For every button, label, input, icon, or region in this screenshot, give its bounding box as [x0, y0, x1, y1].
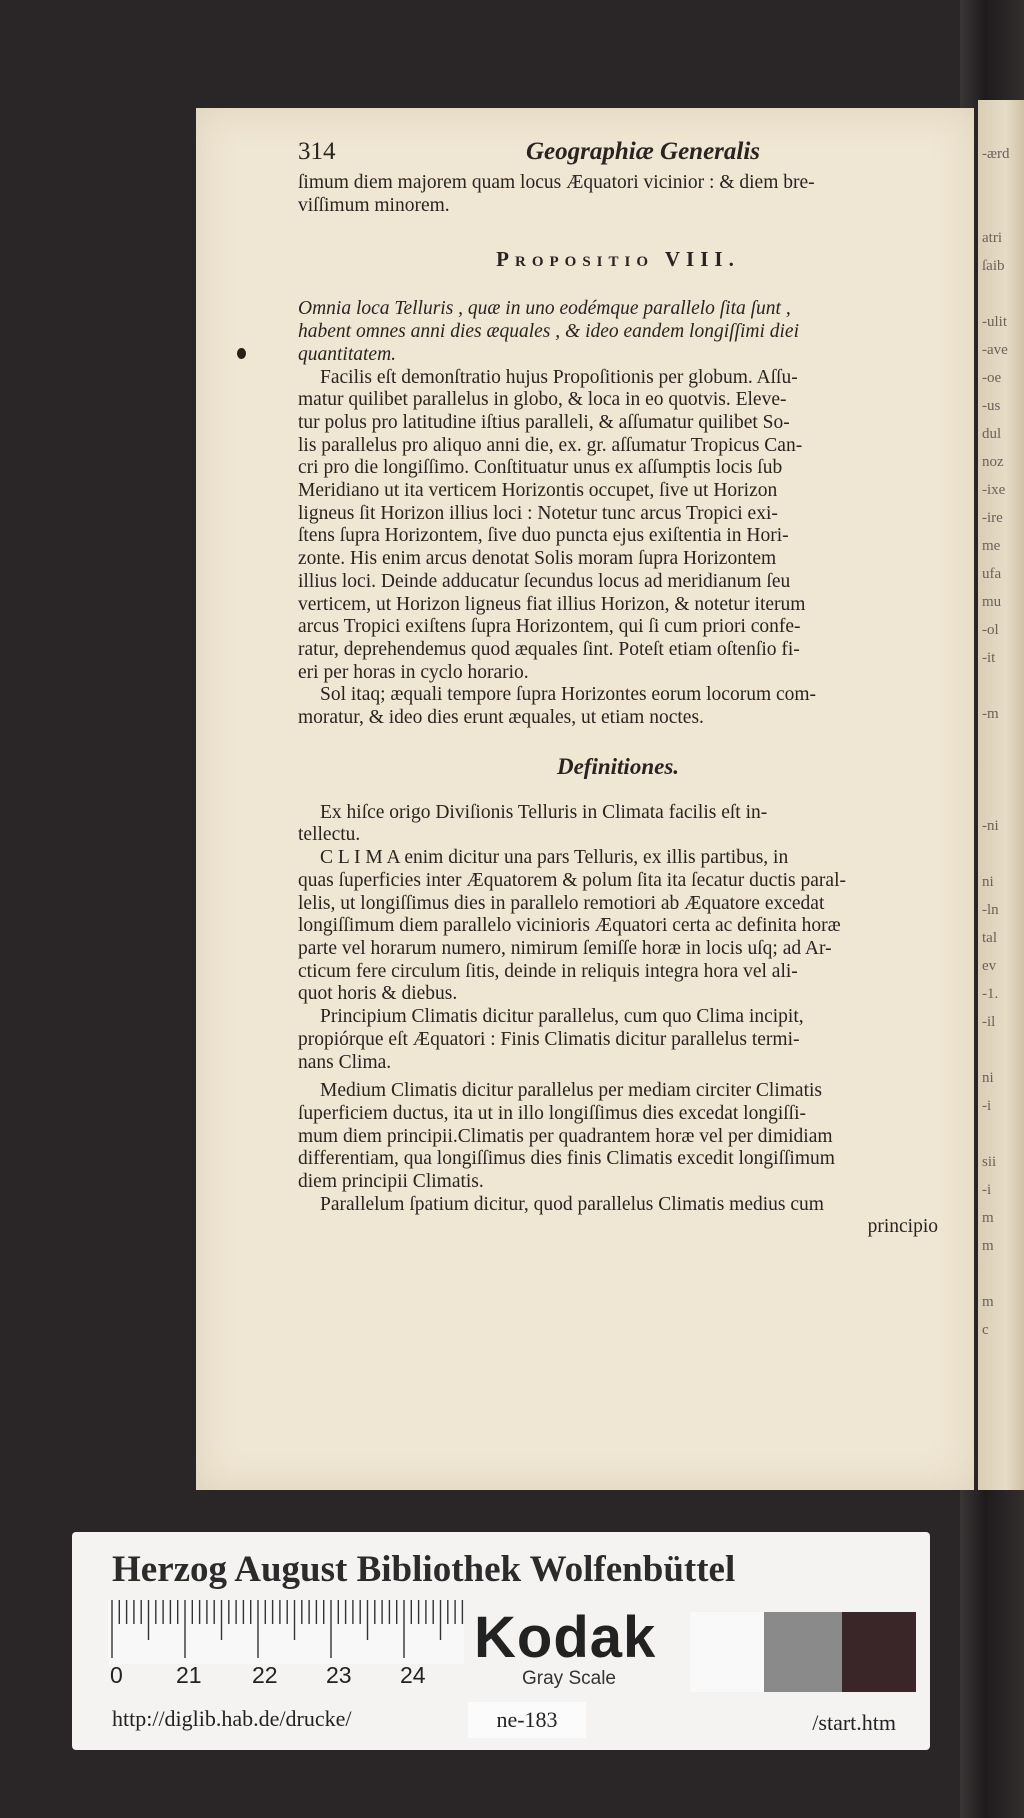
- text-line: differentiam, qua longiſſimus dies finis Climatis excedit longiſſimum: [298, 1148, 835, 1170]
- library-color-card: [72, 1532, 930, 1750]
- url-suffix: /start.htm: [812, 1710, 896, 1735]
- adjacent-text-fragment: c: [982, 1322, 989, 1338]
- text-line: ratur, deprehendemus quod æquales ſint. Poteſt etiam oſtenſio fi-: [298, 638, 800, 660]
- library-name: Herzog August Bibliothek Wolfenbüttel: [112, 1549, 736, 1590]
- adjacent-text-fragment: -ol: [982, 622, 999, 638]
- adjacent-page-text: [982, 140, 1024, 1344]
- paragraph-clima: [298, 847, 938, 1006]
- adjacent-text-fragment: -i: [982, 1098, 992, 1114]
- adjacent-text-fragment: -i: [982, 1182, 992, 1198]
- paragraph-demonstration: [298, 367, 938, 685]
- text-line: quot horis & diebus.: [298, 983, 458, 1005]
- adjacent-text-fragment: dul: [982, 426, 1002, 442]
- text-line: C L I M A enim dicitur una pars Telluris, ex illis partibus, in: [320, 847, 789, 869]
- text-line: Omnia loca Telluris , quæ in uno eodémque parallelo ſita ſunt ,: [298, 298, 791, 320]
- text-line: arcus Tropici exiſtens ſupra Horizontem, qui ſi cum priori confe-: [298, 616, 801, 638]
- adjacent-text-fragment: m: [982, 1210, 994, 1226]
- ink-spot: [237, 348, 246, 359]
- ruler-number: 21: [176, 1662, 202, 1688]
- digital-library-url: http://diglib.hab.de/drucke/: [112, 1706, 352, 1731]
- text-line: diem principii Climatis.: [298, 1171, 484, 1193]
- adjacent-text-fragment: [982, 280, 1024, 308]
- adjacent-text-fragment: -ixe: [982, 482, 1006, 498]
- proposition-heading: Propositio VIII.: [496, 247, 740, 272]
- shelf-mark: ne-183: [468, 1702, 586, 1738]
- gray-swatch: [764, 1612, 842, 1692]
- adjacent-text-fragment: -ni: [982, 818, 999, 834]
- text-line: lis parallelus pro aliquo anni die, ex. gr. aſſumatur Tropicus Can-: [298, 434, 803, 456]
- paragraph-principium: [298, 1006, 938, 1074]
- ruler-number: 0: [110, 1662, 123, 1688]
- text-line: ſtens ſupra Horizontem, ſive duo puncta ejus exiſtentia in Hori-: [298, 525, 789, 547]
- dark-swatch: [842, 1612, 916, 1692]
- text-line: illius loci. Deinde adducatur ſecundus locus ad meridianum ſeu: [298, 570, 791, 592]
- text-line: quantitatem.: [298, 343, 397, 365]
- text-line: cticum fere circulum ſitis, deinde in reliquis integra hora vel ali-: [298, 960, 798, 982]
- ruler-number: 24: [400, 1662, 426, 1688]
- text-line: moratur, & ideo dies erunt æquales, ut etiam noctes.: [298, 707, 704, 729]
- white-swatch: [690, 1612, 764, 1692]
- adjacent-text-fragment: [982, 1120, 1024, 1148]
- adjacent-text-fragment: -ave: [982, 342, 1008, 358]
- adjacent-text-fragment: -m: [982, 706, 999, 722]
- adjacent-text-fragment: [982, 196, 1024, 224]
- text-line: Medium Climatis dicitur parallelus per mediam circiter Climatis: [320, 1080, 823, 1102]
- adjacent-text-fragment: [982, 168, 1024, 196]
- adjacent-text-fragment: -us: [982, 398, 1001, 414]
- adjacent-text-fragment: sii: [982, 1154, 997, 1170]
- text-line: Ex hiſce origo Diviſionis Telluris in Climata facilis eſt in-: [320, 801, 768, 823]
- continued-text: [298, 172, 938, 217]
- ruler-number: 23: [326, 1662, 352, 1688]
- adjacent-text-fragment: -il: [982, 1014, 996, 1030]
- text-line: lelis, ut longiſſimus dies in parallelo remotiori ab Æquatore excedat: [298, 892, 825, 914]
- text-line: quas ſuperficies inter Æquatorem & polum ſita ita ſecatur ductis paral-: [298, 869, 846, 891]
- text-line: Sol itaq; æquali tempore ſupra Horizontes eorum locorum com-: [320, 684, 817, 706]
- gray-scale-label: Gray Scale: [522, 1668, 616, 1689]
- adjacent-text-fragment: [982, 756, 1024, 784]
- text-line: propiórque eſt Æquatori : Finis Climatis dicitur parallelus termi-: [298, 1028, 800, 1050]
- adjacent-text-fragment: [982, 728, 1024, 756]
- paragraph-conclusion: [298, 684, 938, 729]
- adjacent-text-fragment: [982, 672, 1024, 700]
- text-line: ligneus ſit Horizon illius loci : Notetur tunc arcus Tropici exi-: [298, 502, 778, 524]
- adjacent-text-fragment: ni: [982, 874, 994, 890]
- page-number: 314: [298, 138, 336, 165]
- adjacent-text-fragment: ni: [982, 1070, 994, 1086]
- adjacent-text-fragment: ev: [982, 958, 997, 974]
- text-line: zonte. His enim arcus denotat Solis moram ſupra Horizontem: [298, 548, 777, 570]
- text-line: verticem, ut Horizon ligneus fiat illius Horizon, & notetur iterum: [298, 593, 806, 615]
- text-line: habent omnes anni dies æquales , & ideo eandem longiſſimi diei: [298, 321, 799, 343]
- text-line: viſſimum minorem.: [298, 194, 450, 216]
- adjacent-text-fragment: m: [982, 1238, 994, 1254]
- adjacent-text-fragment: atri: [982, 230, 1002, 246]
- page-text-block: [298, 138, 938, 1239]
- adjacent-text-fragment: -ærd: [982, 146, 1010, 162]
- definitions-heading: Definitiones.: [556, 753, 680, 779]
- adjacent-text-fragment: [982, 840, 1024, 868]
- text-line: parte vel horarum numero, nimirum ſemiſſe horæ in locis uſq; ad Ar-: [298, 937, 832, 959]
- text-line: cri pro die longiſſimo. Conſtituatur unus ex aſſumptis locis ſub: [298, 457, 783, 479]
- paragraph-intro: [298, 802, 938, 847]
- text-line: Principium Climatis dicitur parallelus, cum quo Clima incipit,: [320, 1006, 804, 1028]
- ruler-numbers: [110, 1662, 470, 1692]
- proposition-statement: [298, 298, 938, 366]
- adjacent-text-fragment: [982, 1260, 1024, 1288]
- adjacent-text-fragment: tal: [982, 930, 997, 946]
- text-line: ſimum diem majorem quam locus Æquatori vicinior : & diem bre-: [298, 172, 815, 193]
- paragraph-medium: [298, 1080, 938, 1194]
- text-line: longiſſimum diem parallelo vicinioris Æquatori certa ac definita horæ: [298, 915, 841, 937]
- adjacent-text-fragment: -it: [982, 650, 996, 666]
- book-page: [196, 108, 974, 1490]
- adjacent-text-fragment: me: [982, 538, 1001, 554]
- text-line: nans Clima.: [298, 1051, 392, 1073]
- text-line: Facilis eſt demonſtratio hujus Propoſitionis per globum. Aſſu-: [320, 366, 798, 388]
- ruler-number: 22: [252, 1662, 278, 1688]
- ruler-scale: [108, 1600, 464, 1664]
- catchword: principio: [867, 1216, 938, 1238]
- adjacent-text-fragment: -ire: [982, 510, 1003, 526]
- text-line: ſuperficiem ductus, ita ut in illo longiſſimus dies excedat longiſſi-: [298, 1102, 806, 1124]
- adjacent-text-fragment: -1.: [982, 986, 999, 1002]
- adjacent-text-fragment: ſaib: [982, 258, 1005, 274]
- adjacent-text-fragment: -oe: [982, 370, 1002, 386]
- text-line: mum diem principii.Climatis per quadrantem horæ vel per dimidiam: [298, 1125, 833, 1147]
- adjacent-text-fragment: mu: [982, 594, 1002, 610]
- page-header: [298, 138, 938, 172]
- text-line: tur polus pro latitudine iſtius paralleli, & aſſumatur quilibet So-: [298, 411, 790, 433]
- adjacent-text-fragment: [982, 1036, 1024, 1064]
- text-line: matur quilibet parallelus in globo, & loca in eo quotvis. Eleve-: [298, 389, 787, 411]
- adjacent-text-fragment: ufa: [982, 566, 1002, 582]
- text-line: Meridiano ut ita verticem Horizontis occupet, ſive ut Horizon: [298, 480, 778, 502]
- adjacent-text-fragment: m: [982, 1294, 994, 1310]
- running-title: Geographiæ Generalis: [526, 138, 761, 165]
- text-line: tellectu.: [298, 824, 361, 846]
- text-line: eri per horas in cyclo horario.: [298, 661, 529, 683]
- adjacent-text-fragment: -ulit: [982, 314, 1007, 330]
- adjacent-text-fragment: noz: [982, 454, 1004, 470]
- kodak-logo: Kodak: [474, 1605, 657, 1670]
- paragraph-parallelum: [298, 1194, 938, 1217]
- text-line: Parallelum ſpatium dicitur, quod parallelus Climatis medius cum: [320, 1193, 824, 1215]
- adjacent-text-fragment: -ln: [982, 902, 999, 918]
- adjacent-text-fragment: [982, 784, 1024, 812]
